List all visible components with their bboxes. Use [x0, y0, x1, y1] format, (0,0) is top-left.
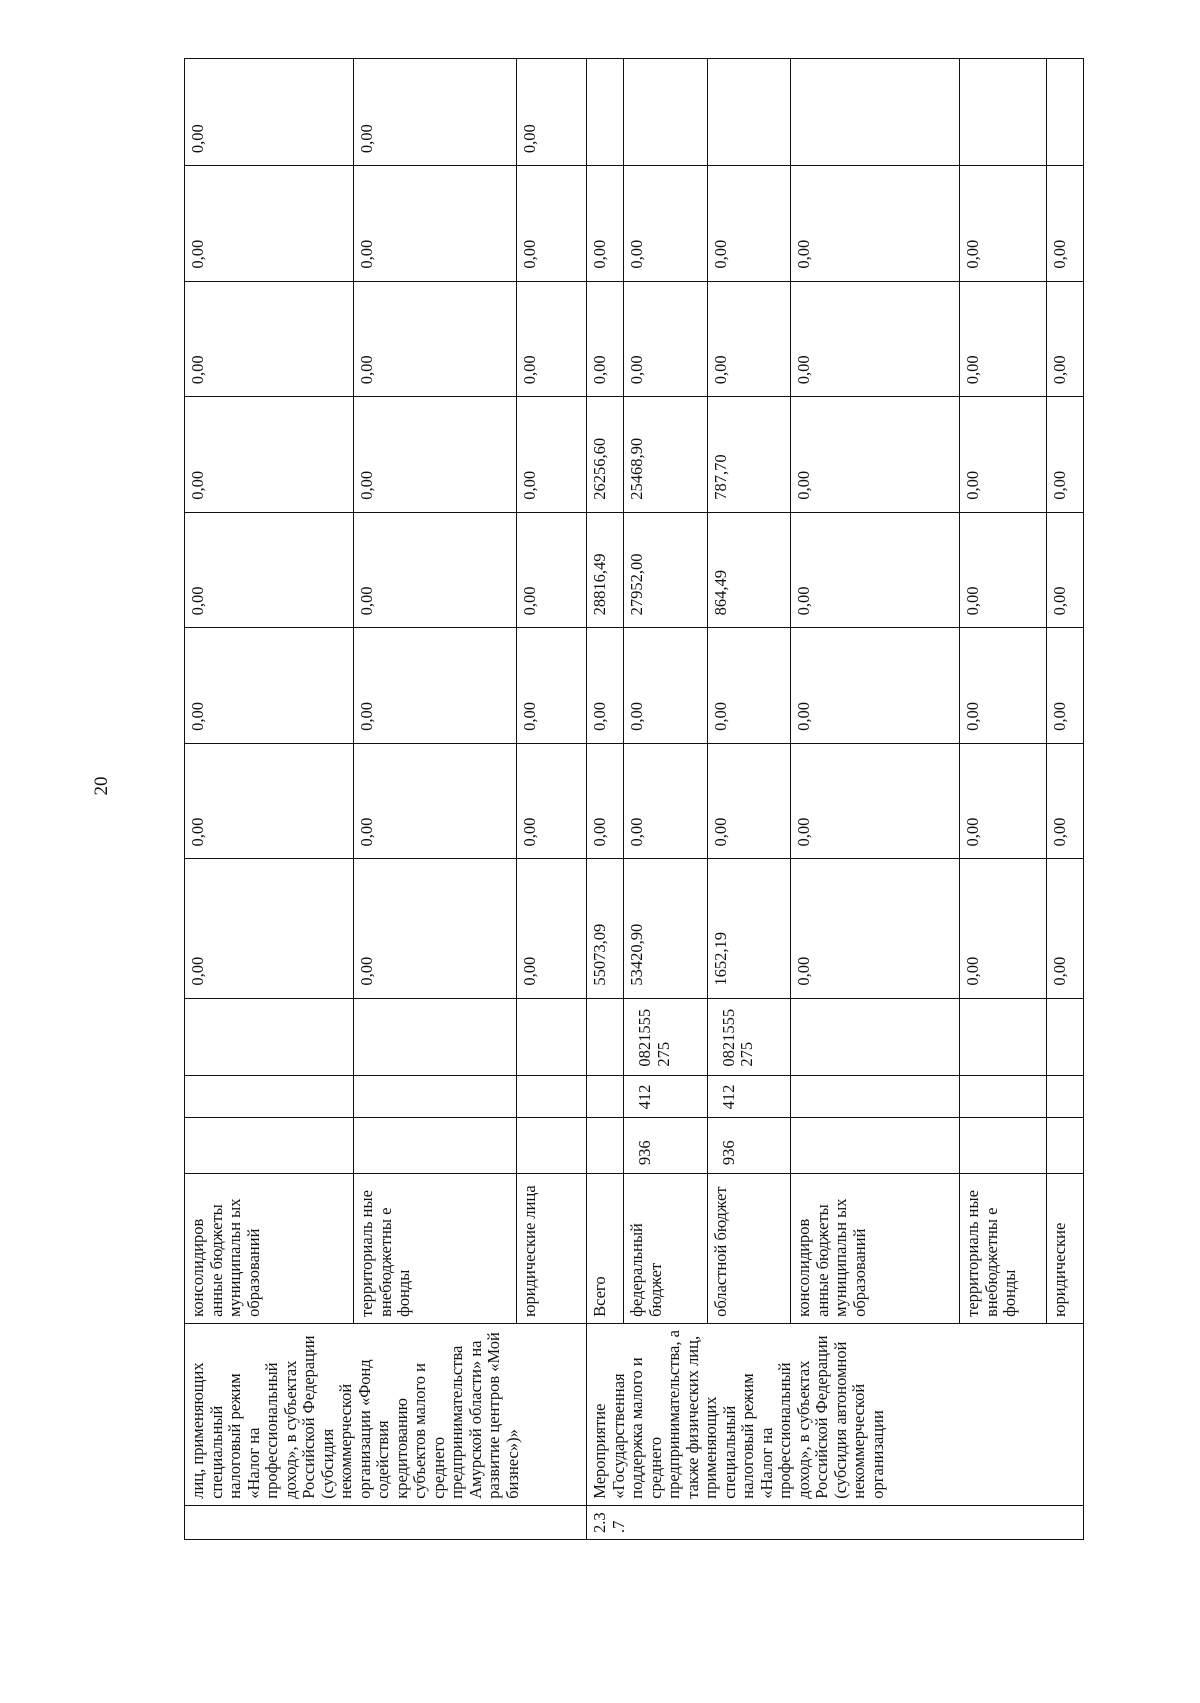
- table-row: [960, 59, 1047, 1540]
- table-row: [517, 59, 587, 1540]
- grbs-code: [960, 1118, 1047, 1174]
- year-amount: 27952,00: [624, 512, 708, 628]
- section-code: [1046, 1075, 1083, 1118]
- year-amount: 0,00: [354, 59, 517, 166]
- year-amount: 26256,60: [587, 397, 624, 513]
- year-amount: 0,00: [791, 628, 960, 744]
- table-row: [1046, 59, 1083, 1540]
- total-amount: 0,00: [791, 859, 960, 998]
- year-amount: 0,00: [1046, 397, 1083, 513]
- target-article-code: 0821555 275: [624, 998, 708, 1075]
- year-amount: 0,00: [517, 166, 587, 282]
- year-amount: [587, 59, 624, 166]
- grbs-code: [791, 1118, 960, 1174]
- year-amount: 0,00: [1046, 281, 1083, 397]
- year-amount: 0,00: [1046, 166, 1083, 282]
- page-number: 20: [91, 776, 112, 796]
- target-article-code: [354, 998, 517, 1075]
- year-amount: 0,00: [587, 166, 624, 282]
- year-amount: 0,00: [960, 512, 1047, 628]
- section-code: [587, 1075, 624, 1118]
- section-code: 412: [624, 1075, 708, 1118]
- grbs-code: [1046, 1118, 1083, 1174]
- year-amount: 0,00: [960, 281, 1047, 397]
- funding-source: федеральный бюджет: [624, 1174, 708, 1324]
- year-amount: 0,00: [185, 166, 354, 282]
- grbs-code: 936: [707, 1118, 791, 1174]
- total-amount: 0,00: [1046, 859, 1083, 998]
- year-amount: 0,00: [624, 743, 708, 859]
- year-amount: 0,00: [185, 628, 354, 744]
- year-amount: 0,00: [185, 743, 354, 859]
- row-number: 2.3.7: [587, 1505, 1084, 1539]
- year-amount: 0,00: [791, 166, 960, 282]
- funding-source: консолидиров анные бюджеты муниципальн ых образований: [791, 1174, 960, 1324]
- funding-source: территориаль ные внебюджетны е фонды: [354, 1174, 517, 1324]
- year-amount: 0,00: [517, 397, 587, 513]
- total-amount: 1652,19: [707, 859, 791, 998]
- total-amount: 53420,90: [624, 859, 708, 998]
- table-row: [185, 59, 354, 1540]
- measure-name: лиц, применяющих специальный налоговый режим «Налог на профессиональный доход», в субъектах Российской Федерации (субсидия некоммерческой организации «Фонд содействия кредитованию субъектов малого и среднего предпринимательства Амурской области» на развитие центров «Мой бизнес»)»: [185, 1323, 587, 1505]
- year-amount: [1046, 59, 1083, 166]
- section-code: [517, 1075, 587, 1118]
- section-code: [354, 1075, 517, 1118]
- year-amount: 0,00: [517, 628, 587, 744]
- total-amount: 0,00: [354, 859, 517, 998]
- section-code: 412: [707, 1075, 791, 1118]
- year-amount: [960, 59, 1047, 166]
- year-amount: 0,00: [517, 281, 587, 397]
- budget-table: [184, 58, 1084, 1540]
- table-row: [791, 59, 960, 1540]
- year-amount: 0,00: [354, 397, 517, 513]
- year-amount: 0,00: [517, 743, 587, 859]
- year-amount: 0,00: [587, 743, 624, 859]
- year-amount: 0,00: [791, 397, 960, 513]
- rotated-page-content: [184, 58, 1084, 1540]
- grbs-code: 936: [624, 1118, 708, 1174]
- year-amount: 0,00: [624, 281, 708, 397]
- year-amount: 0,00: [791, 512, 960, 628]
- table-row: [624, 59, 708, 1540]
- year-amount: 0,00: [354, 281, 517, 397]
- year-amount: 0,00: [1046, 628, 1083, 744]
- year-amount: 0,00: [185, 512, 354, 628]
- target-article-code: [587, 998, 624, 1075]
- total-amount: 0,00: [517, 859, 587, 998]
- year-amount: 0,00: [707, 743, 791, 859]
- year-amount: 0,00: [624, 628, 708, 744]
- year-amount: 0,00: [587, 281, 624, 397]
- year-amount: 864,49: [707, 512, 791, 628]
- year-amount: 25468,90: [624, 397, 708, 513]
- year-amount: 0,00: [624, 166, 708, 282]
- year-amount: 0,00: [354, 166, 517, 282]
- section-code: [791, 1075, 960, 1118]
- year-amount: 0,00: [1046, 743, 1083, 859]
- section-code: [960, 1075, 1047, 1118]
- total-amount: 0,00: [960, 859, 1047, 998]
- year-amount: 0,00: [185, 59, 354, 166]
- year-amount: [791, 59, 960, 166]
- table-row: [354, 59, 517, 1540]
- row-number: [185, 1505, 587, 1539]
- year-amount: 0,00: [791, 281, 960, 397]
- target-article-code: [517, 998, 587, 1075]
- year-amount: 28816,49: [587, 512, 624, 628]
- year-amount: 0,00: [587, 628, 624, 744]
- year-amount: 0,00: [707, 628, 791, 744]
- year-amount: 0,00: [960, 397, 1047, 513]
- year-amount: 0,00: [1046, 512, 1083, 628]
- total-amount: 0,00: [185, 859, 354, 998]
- grbs-code: [587, 1118, 624, 1174]
- funding-source: территориаль ные внебюджетны е фонды: [960, 1174, 1047, 1324]
- funding-source: юридические лица: [517, 1174, 587, 1324]
- funding-source: консолидиров анные бюджеты муниципальн ых образований: [185, 1174, 354, 1324]
- year-amount: [707, 59, 791, 166]
- table-row: [707, 59, 791, 1540]
- year-amount: 0,00: [707, 166, 791, 282]
- grbs-code: [185, 1118, 354, 1174]
- measure-name: Мероприятие «Государственная поддержка малого и среднего предпринимательства, а также физических лиц, применяющих специальный налоговый режим «Налог на профессиональный доход», в субъектах Российской Федерации (субсидия автономной некоммерческой организации: [587, 1323, 1084, 1505]
- target-article-code: [960, 998, 1047, 1075]
- year-amount: 0,00: [960, 166, 1047, 282]
- year-amount: 0,00: [354, 743, 517, 859]
- year-amount: 0,00: [517, 59, 587, 166]
- grbs-code: [517, 1118, 587, 1174]
- target-article-code: [1046, 998, 1083, 1075]
- year-amount: 0,00: [185, 281, 354, 397]
- target-article-code: 0821555 275: [707, 998, 791, 1075]
- year-amount: 0,00: [960, 743, 1047, 859]
- funding-source: юридические: [1046, 1174, 1083, 1324]
- year-amount: 0,00: [185, 397, 354, 513]
- year-amount: 0,00: [354, 512, 517, 628]
- year-amount: 0,00: [517, 512, 587, 628]
- section-code: [185, 1075, 354, 1118]
- grbs-code: [354, 1118, 517, 1174]
- funding-source: областной бюджет: [707, 1174, 791, 1324]
- year-amount: 0,00: [791, 743, 960, 859]
- year-amount: [624, 59, 708, 166]
- target-article-code: [791, 998, 960, 1075]
- year-amount: 0,00: [707, 281, 791, 397]
- target-article-code: [185, 998, 354, 1075]
- table-row: [587, 59, 624, 1540]
- total-amount: 55073,09: [587, 859, 624, 998]
- year-amount: 787,70: [707, 397, 791, 513]
- funding-source: Всего: [587, 1174, 624, 1324]
- year-amount: 0,00: [354, 628, 517, 744]
- year-amount: 0,00: [960, 628, 1047, 744]
